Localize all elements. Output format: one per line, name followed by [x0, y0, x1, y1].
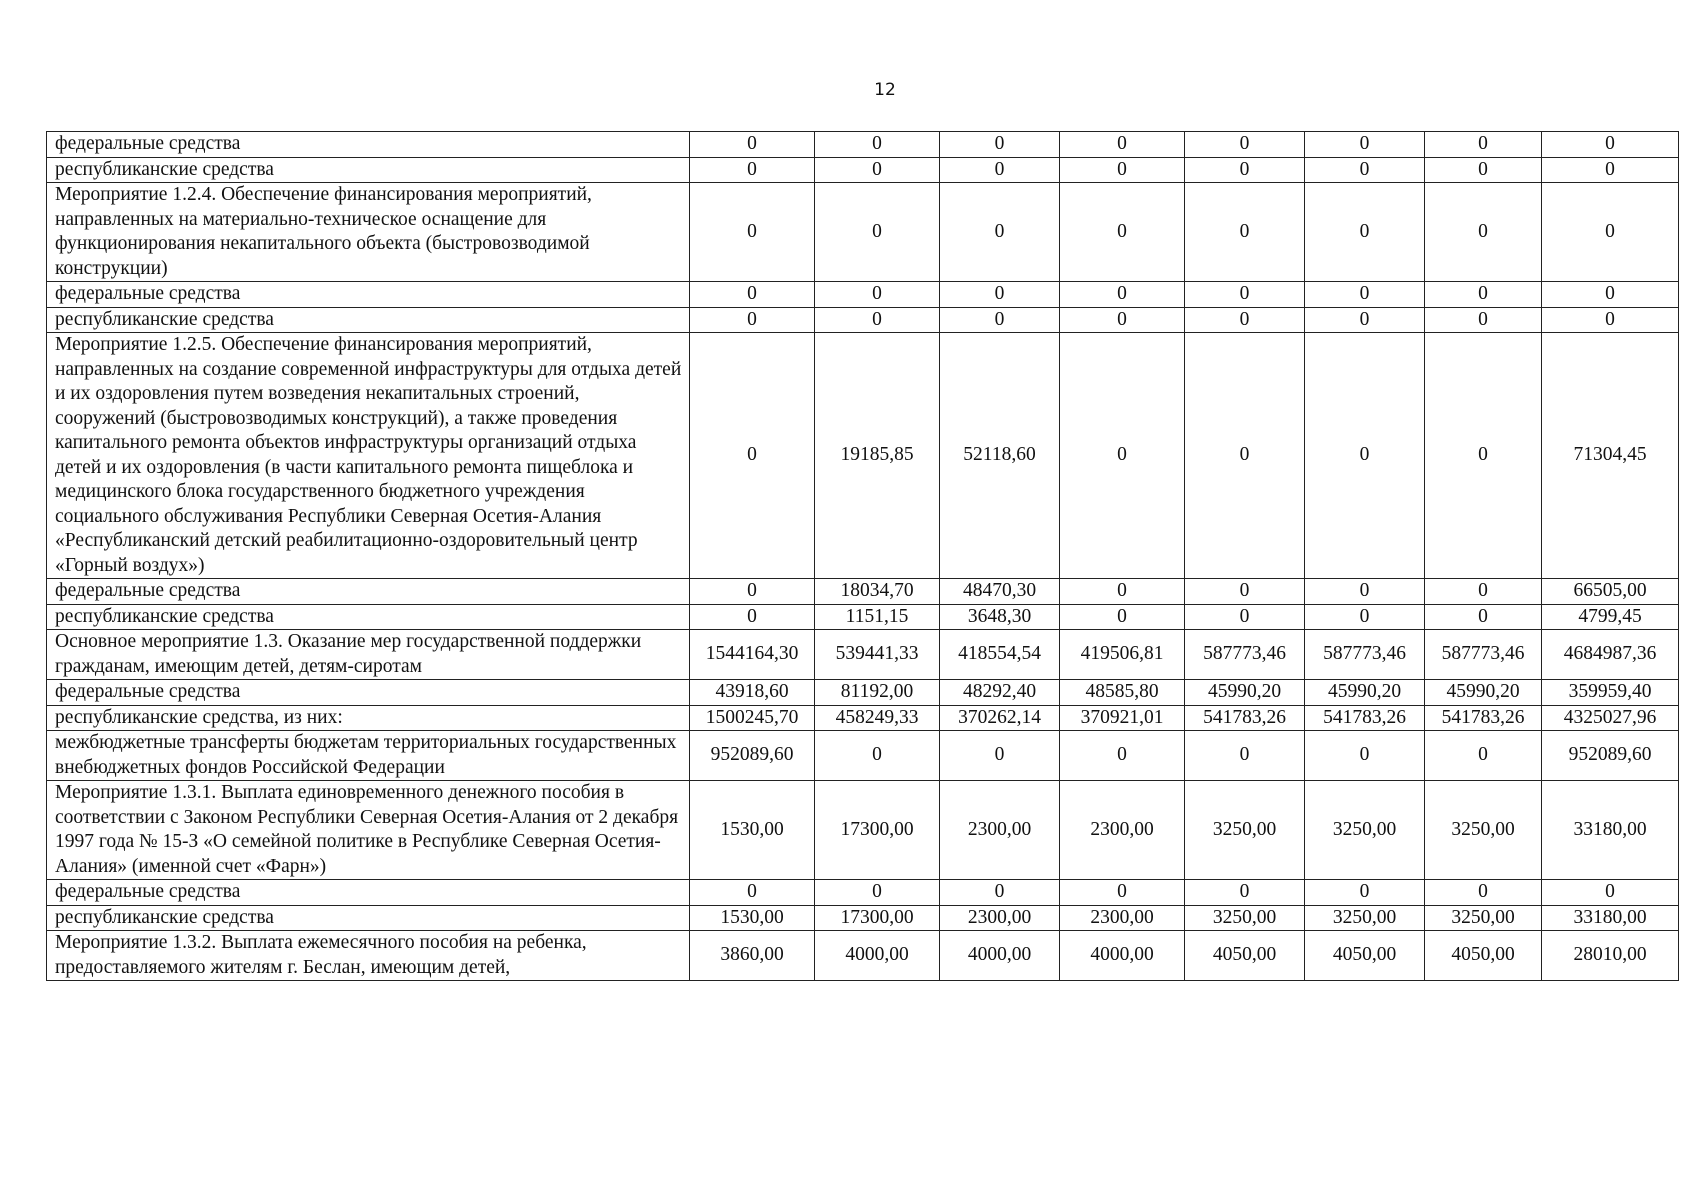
- row-value: 0: [1060, 604, 1185, 630]
- row-value: 0: [815, 307, 940, 333]
- row-value: 0: [1425, 157, 1542, 183]
- row-value: 3250,00: [1305, 905, 1425, 931]
- row-value: 48470,30: [940, 579, 1060, 605]
- row-label: федеральные средства: [47, 132, 690, 158]
- row-value: 19185,85: [815, 333, 940, 579]
- row-value: 4050,00: [1305, 931, 1425, 981]
- row-label: республиканские средства: [47, 604, 690, 630]
- table-row: [47, 905, 1679, 931]
- row-value: 0: [1185, 183, 1305, 282]
- row-value: 539441,33: [815, 630, 940, 680]
- row-value: 458249,33: [815, 705, 940, 731]
- table-row: [47, 781, 1679, 880]
- row-label: федеральные средства: [47, 579, 690, 605]
- row-value: 0: [1305, 282, 1425, 308]
- row-value: 0: [1542, 183, 1679, 282]
- row-label: Мероприятие 1.2.5. Обеспечение финансирования мероприятий, направленных на создание современной инфраструктуры для отдыха детей и их оздоровления путем возведения некапитальных строений, сооружений (быстровозводимых конструкций), а также проведения капитального ремонта объектов инфраструктуры организаций отдыха детей и их оздоровления (в части капитального ремонта пищеблока и медицинского блока государственного бюджетного учреждения социального обслуживания Республики Северная Осетия-Алания «Республиканский детский реабилитационно-оздоровительный центр «Горный воздух»): [47, 333, 690, 579]
- row-value: 0: [940, 282, 1060, 308]
- row-value: 0: [1425, 604, 1542, 630]
- table-row: [47, 183, 1679, 282]
- row-label: федеральные средства: [47, 880, 690, 906]
- row-value: 0: [1425, 579, 1542, 605]
- row-value: 52118,60: [940, 333, 1060, 579]
- row-value: 33180,00: [1542, 905, 1679, 931]
- row-value: 0: [1425, 183, 1542, 282]
- row-value: 0: [1425, 132, 1542, 158]
- row-value: 4000,00: [815, 931, 940, 981]
- row-value: 3648,30: [940, 604, 1060, 630]
- row-value: 18034,70: [815, 579, 940, 605]
- row-value: 0: [940, 183, 1060, 282]
- row-value: 0: [1185, 132, 1305, 158]
- row-value: 0: [1185, 157, 1305, 183]
- row-value: 370262,14: [940, 705, 1060, 731]
- row-value: 0: [690, 307, 815, 333]
- row-value: 66505,00: [1542, 579, 1679, 605]
- row-value: 45990,20: [1305, 680, 1425, 706]
- row-value: 0: [690, 282, 815, 308]
- budget-table-body: [47, 132, 1679, 981]
- row-value: 0: [815, 880, 940, 906]
- row-value: 0: [1060, 579, 1185, 605]
- row-value: 0: [1542, 282, 1679, 308]
- row-value: 0: [1425, 307, 1542, 333]
- row-value: 0: [940, 731, 1060, 781]
- row-value: 1530,00: [690, 781, 815, 880]
- row-value: 0: [690, 604, 815, 630]
- row-value: 4050,00: [1185, 931, 1305, 981]
- row-value: 81192,00: [815, 680, 940, 706]
- row-value: 541783,26: [1185, 705, 1305, 731]
- row-label: Мероприятие 1.2.4. Обеспечение финансирования мероприятий, направленных на материально-техническое оснащение для функционирования некапитального объекта (быстровозводимой конструкции): [47, 183, 690, 282]
- table-row: [47, 880, 1679, 906]
- row-label: Мероприятие 1.3.2. Выплата ежемесячного пособия на ребенка, предоставляемого жителям г. Беслан, имеющим детей,: [47, 931, 690, 981]
- row-value: 2300,00: [940, 905, 1060, 931]
- row-label: Основное мероприятие 1.3. Оказание мер государственной поддержки гражданам, имеющим детей, детям-сиротам: [47, 630, 690, 680]
- row-value: 0: [690, 183, 815, 282]
- table-row: [47, 604, 1679, 630]
- row-value: 0: [940, 157, 1060, 183]
- row-value: 370921,01: [1060, 705, 1185, 731]
- row-value: 587773,46: [1185, 630, 1305, 680]
- row-value: 2300,00: [940, 781, 1060, 880]
- row-value: 33180,00: [1542, 781, 1679, 880]
- row-value: 2300,00: [1060, 781, 1185, 880]
- row-value: 0: [815, 132, 940, 158]
- row-value: 0: [1185, 731, 1305, 781]
- row-value: 0: [1305, 731, 1425, 781]
- row-value: 4050,00: [1425, 931, 1542, 981]
- row-value: 0: [1305, 307, 1425, 333]
- row-value: 0: [1185, 307, 1305, 333]
- row-value: 0: [815, 157, 940, 183]
- row-value: 17300,00: [815, 905, 940, 931]
- row-value: 1544164,30: [690, 630, 815, 680]
- row-value: 0: [1542, 307, 1679, 333]
- row-value: 3250,00: [1185, 781, 1305, 880]
- row-value: 4000,00: [940, 931, 1060, 981]
- table-row: [47, 931, 1679, 981]
- row-value: 419506,81: [1060, 630, 1185, 680]
- row-value: 0: [1060, 333, 1185, 579]
- row-value: 3250,00: [1425, 905, 1542, 931]
- row-value: 0: [1425, 282, 1542, 308]
- row-value: 45990,20: [1185, 680, 1305, 706]
- table-row: [47, 731, 1679, 781]
- row-value: 0: [1542, 132, 1679, 158]
- row-value: 587773,46: [1425, 630, 1542, 680]
- row-value: 0: [1305, 604, 1425, 630]
- row-value: 1500245,70: [690, 705, 815, 731]
- row-label: республиканские средства: [47, 307, 690, 333]
- row-value: 2300,00: [1060, 905, 1185, 931]
- row-value: 0: [1425, 880, 1542, 906]
- row-value: 952089,60: [690, 731, 815, 781]
- table-row: [47, 282, 1679, 308]
- row-value: 48292,40: [940, 680, 1060, 706]
- row-value: 541783,26: [1425, 705, 1542, 731]
- row-value: 0: [1305, 579, 1425, 605]
- row-value: 0: [690, 579, 815, 605]
- row-value: 0: [1060, 880, 1185, 906]
- row-value: 359959,40: [1542, 680, 1679, 706]
- row-value: 0: [1185, 579, 1305, 605]
- row-value: 0: [1542, 157, 1679, 183]
- row-label: республиканские средства, из них:: [47, 705, 690, 731]
- row-value: 0: [1060, 157, 1185, 183]
- row-value: 48585,80: [1060, 680, 1185, 706]
- row-value: 0: [690, 880, 815, 906]
- budget-table: [46, 131, 1679, 981]
- row-value: 0: [1305, 880, 1425, 906]
- row-value: 541783,26: [1305, 705, 1425, 731]
- row-value: 0: [1185, 282, 1305, 308]
- row-value: 3250,00: [1185, 905, 1305, 931]
- row-label: Мероприятие 1.3.1. Выплата единовременного денежного пособия в соответствии с Законом Республики Северная Осетия-Алания от 2 декабря 1997 года № 15-З «О семейной политике в Республике Северная Осетия-Алания» (именной счет «Фарн»): [47, 781, 690, 880]
- row-value: 0: [690, 132, 815, 158]
- table-row: [47, 579, 1679, 605]
- row-value: 587773,46: [1305, 630, 1425, 680]
- row-value: 0: [1185, 604, 1305, 630]
- row-label: республиканские средства: [47, 905, 690, 931]
- table-row: [47, 680, 1679, 706]
- row-value: 4799,45: [1542, 604, 1679, 630]
- row-value: 71304,45: [1542, 333, 1679, 579]
- row-value: 28010,00: [1542, 931, 1679, 981]
- table-row: [47, 132, 1679, 158]
- row-value: 952089,60: [1542, 731, 1679, 781]
- table-row: [47, 705, 1679, 731]
- row-value: 0: [1060, 282, 1185, 308]
- row-value: 0: [1305, 157, 1425, 183]
- row-value: 0: [1305, 183, 1425, 282]
- row-value: 1530,00: [690, 905, 815, 931]
- row-value: 4684987,36: [1542, 630, 1679, 680]
- row-value: 17300,00: [815, 781, 940, 880]
- row-value: 3250,00: [1425, 781, 1542, 880]
- row-value: 43918,60: [690, 680, 815, 706]
- row-value: 0: [940, 132, 1060, 158]
- table-row: [47, 630, 1679, 680]
- row-value: 0: [1425, 731, 1542, 781]
- row-value: 0: [1060, 307, 1185, 333]
- row-value: 0: [1185, 880, 1305, 906]
- table-row: [47, 157, 1679, 183]
- row-value: 0: [690, 157, 815, 183]
- page-number: 12: [874, 80, 896, 100]
- row-value: 1151,15: [815, 604, 940, 630]
- row-value: 0: [1060, 132, 1185, 158]
- row-value: 0: [1060, 731, 1185, 781]
- row-value: 4000,00: [1060, 931, 1185, 981]
- table-row: [47, 307, 1679, 333]
- row-value: 3250,00: [1305, 781, 1425, 880]
- row-value: 3860,00: [690, 931, 815, 981]
- row-value: 0: [815, 183, 940, 282]
- row-label: федеральные средства: [47, 282, 690, 308]
- row-value: 0: [1185, 333, 1305, 579]
- row-value: 0: [1542, 880, 1679, 906]
- row-value: 0: [1305, 132, 1425, 158]
- row-value: 0: [815, 282, 940, 308]
- row-value: 0: [690, 333, 815, 579]
- row-value: 0: [1425, 333, 1542, 579]
- row-value: 0: [940, 880, 1060, 906]
- row-value: 0: [1305, 333, 1425, 579]
- table-row: [47, 333, 1679, 579]
- row-value: 45990,20: [1425, 680, 1542, 706]
- row-label: федеральные средства: [47, 680, 690, 706]
- row-label: межбюджетные трансферты бюджетам территориальных государственных внебюджетных фондов Российской Федерации: [47, 731, 690, 781]
- row-value: 0: [1060, 183, 1185, 282]
- row-value: 0: [815, 731, 940, 781]
- row-value: 0: [940, 307, 1060, 333]
- row-value: 4325027,96: [1542, 705, 1679, 731]
- row-label: республиканские средства: [47, 157, 690, 183]
- row-value: 418554,54: [940, 630, 1060, 680]
